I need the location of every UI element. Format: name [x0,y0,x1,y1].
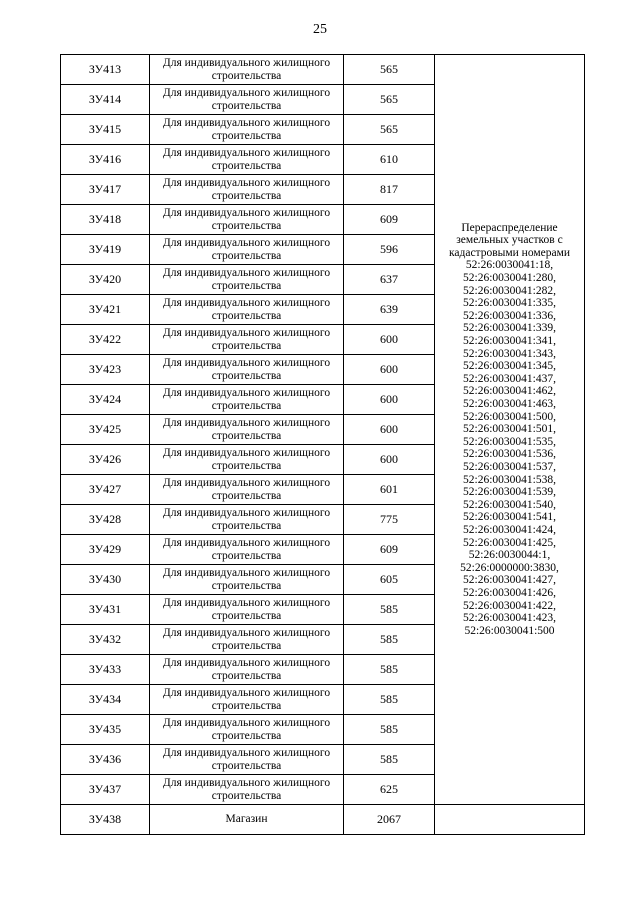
empty-note-cell [435,805,585,835]
note-line: 52:26:0030041:426, [463,586,556,599]
plot-id-cell: ЗУ425 [61,415,150,445]
note-line: 52:26:0030041:341, [463,335,556,348]
plot-id-cell: ЗУ436 [61,745,150,775]
plot-id-cell: ЗУ437 [61,775,150,805]
permitted-use-cell: Для индивидуального жилищного строительства [150,355,344,385]
note-line: 52:26:0030041:425, [463,536,556,549]
plot-id-cell: ЗУ428 [61,505,150,535]
table-row [61,55,585,85]
note-line: 52:26:0030041:423, [463,612,556,625]
note-line: 52:26:0030041:280, [463,272,556,285]
note-line: 52:26:0030041:535, [463,435,556,448]
permitted-use-cell: Для индивидуального жилищного строительства [150,625,344,655]
area-cell: 565 [344,85,435,115]
area-cell: 585 [344,655,435,685]
note-line: 52:26:0030041:462, [463,385,556,398]
plot-id-cell: ЗУ418 [61,205,150,235]
permitted-use-cell: Для индивидуального жилищного строительства [150,475,344,505]
note-line: 52:26:0000000:3830, [460,561,559,574]
note-line: 52:26:0030041:427, [463,574,556,587]
note-line: 52:26:0030041:335, [463,297,556,310]
permitted-use-cell: Для индивидуального жилищного строительства [150,415,344,445]
note-line: 52:26:0030041:539, [463,486,556,499]
note-line: 52:26:0030041:537, [463,460,556,473]
area-cell: 596 [344,235,435,265]
plot-id-cell: ЗУ419 [61,235,150,265]
note-line: 52:26:0030041:437, [463,372,556,385]
note-line: земельных участков с [456,234,563,247]
area-cell: 637 [344,265,435,295]
note-line: 52:26:0030041:18, [465,259,554,272]
note-line: 52:26:0030041:343, [463,347,556,360]
plot-id-cell: ЗУ422 [61,325,150,355]
area-cell: 585 [344,745,435,775]
plot-id-cell: ЗУ417 [61,175,150,205]
permitted-use-cell: Для индивидуального жилищного строительства [150,655,344,685]
permitted-use-cell: Для индивидуального жилищного строительства [150,715,344,745]
plot-id-cell: ЗУ415 [61,115,150,145]
note-line: 52:26:0030041:501, [463,423,556,436]
note-line: 52:26:0030041:540, [463,498,556,511]
note-line: кадастровыми номерами [448,246,571,259]
area-cell: 585 [344,715,435,745]
permitted-use-cell: Для индивидуального жилищного строительства [150,235,344,265]
permitted-use-cell: Для индивидуального жилищного строительства [150,175,344,205]
area-cell: 639 [344,295,435,325]
note-line: 52:26:0030041:500 [464,624,555,637]
permitted-use-cell: Для индивидуального жилищного строительства [150,295,344,325]
permitted-use-cell: Для индивидуального жилищного строительства [150,385,344,415]
note-line: 52:26:0030044:1, [468,549,551,562]
permitted-use-cell: Для индивидуального жилищного строительства [150,595,344,625]
area-cell: 2067 [344,805,435,835]
permitted-use-cell: Для индивидуального жилищного строительства [150,565,344,595]
plot-id-cell: ЗУ438 [61,805,150,835]
area-cell: 775 [344,505,435,535]
area-cell: 585 [344,595,435,625]
permitted-use-cell: Для индивидуального жилищного строительства [150,535,344,565]
table-row [61,805,585,835]
permitted-use-cell: Для индивидуального жилищного строительства [150,85,344,115]
note-line: 52:26:0030041:541, [463,511,556,524]
area-cell: 585 [344,625,435,655]
area-cell: 600 [344,385,435,415]
area-cell: 565 [344,55,435,85]
permitted-use-cell: Для индивидуального жилищного строительства [150,55,344,85]
plot-id-cell: ЗУ414 [61,85,150,115]
permitted-use-cell: Для индивидуального жилищного строительства [150,265,344,295]
note-line: 52:26:0030041:500, [463,410,556,423]
note-line: Перераспределение [461,221,558,234]
permitted-use-cell: Для индивидуального жилищного строительства [150,325,344,355]
permitted-use-cell: Для индивидуального жилищного строительства [150,115,344,145]
area-cell: 600 [344,445,435,475]
area-cell: 605 [344,565,435,595]
plot-id-cell: ЗУ420 [61,265,150,295]
plot-id-cell: ЗУ433 [61,655,150,685]
note-line: 52:26:0030041:463, [463,398,556,411]
plot-id-cell: ЗУ423 [61,355,150,385]
permitted-use-cell: Для индивидуального жилищного строительства [150,205,344,235]
permitted-use-cell: Для индивидуального жилищного строительства [150,505,344,535]
note-line: 52:26:0030041:282, [463,284,556,297]
plot-id-cell: ЗУ413 [61,55,150,85]
plot-id-cell: ЗУ429 [61,535,150,565]
area-cell: 609 [344,535,435,565]
note-line: 52:26:0030041:536, [463,448,556,461]
permitted-use-cell: Для индивидуального жилищного строительства [150,745,344,775]
land-plots-table [60,54,585,835]
area-cell: 601 [344,475,435,505]
permitted-use-cell: Для индивидуального жилищного строительства [150,145,344,175]
area-cell: 565 [344,115,435,145]
plot-id-cell: ЗУ432 [61,625,150,655]
plot-id-cell: ЗУ424 [61,385,150,415]
area-cell: 600 [344,325,435,355]
plot-id-cell: ЗУ421 [61,295,150,325]
note-line: 52:26:0030041:538, [463,473,556,486]
permitted-use-cell: Для индивидуального жилищного строительства [150,685,344,715]
area-cell: 600 [344,415,435,445]
area-cell: 817 [344,175,435,205]
permitted-use-cell: Для индивидуального жилищного строительства [150,445,344,475]
page-number: 25 [313,22,327,37]
note-line: 52:26:0030041:422, [463,599,556,612]
note-line: 52:26:0030041:345, [463,360,556,373]
note-line: 52:26:0030041:424, [463,523,556,536]
plot-id-cell: ЗУ416 [61,145,150,175]
area-cell: 609 [344,205,435,235]
plot-id-cell: ЗУ434 [61,685,150,715]
note-line: 52:26:0030041:336, [463,309,556,322]
note-line: 52:26:0030041:339, [463,322,556,335]
area-cell: 600 [344,355,435,385]
area-cell: 585 [344,685,435,715]
table-body [61,55,585,835]
plot-id-cell: ЗУ426 [61,445,150,475]
plot-id-cell: ЗУ431 [61,595,150,625]
plot-id-cell: ЗУ430 [61,565,150,595]
area-cell: 625 [344,775,435,805]
permitted-use-cell: Магазин [150,805,344,835]
plot-id-cell: ЗУ427 [61,475,150,505]
permitted-use-cell: Для индивидуального жилищного строительства [150,775,344,805]
area-cell: 610 [344,145,435,175]
redistribution-note-cell [435,55,585,805]
plot-id-cell: ЗУ435 [61,715,150,745]
